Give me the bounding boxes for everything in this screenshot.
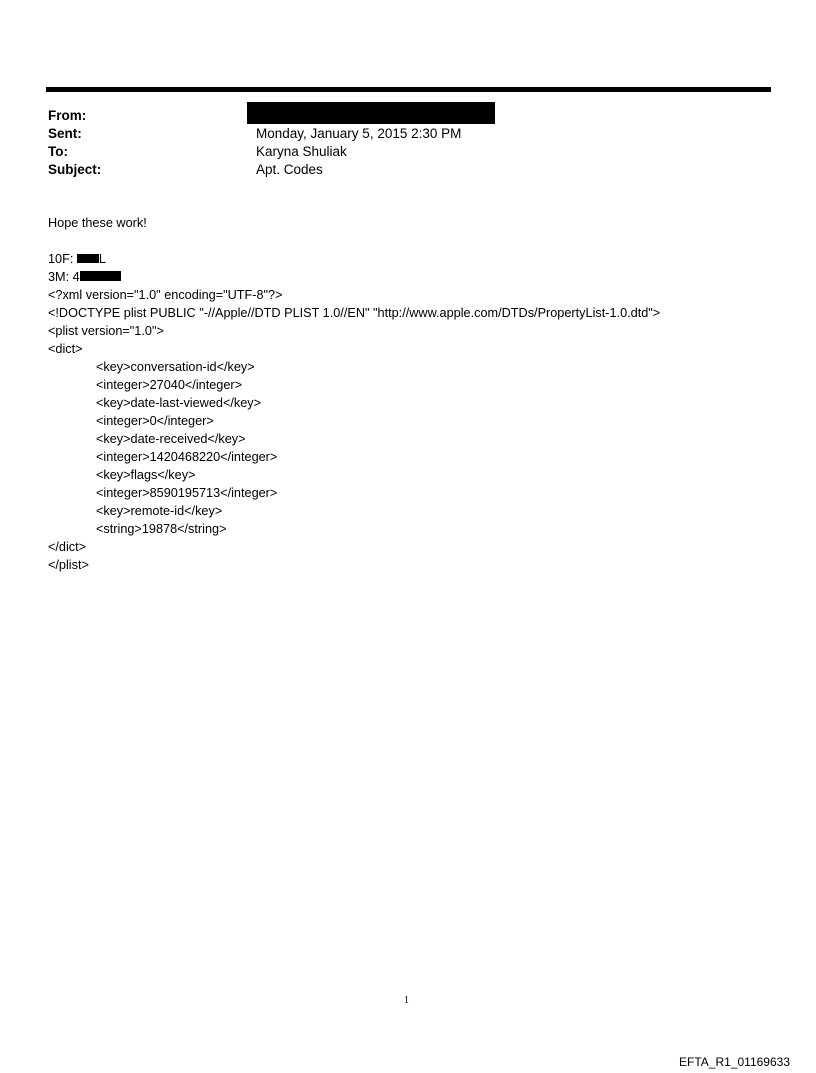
email-body (48, 214, 788, 574)
subject-label: Subject: (48, 162, 102, 177)
sent-row (48, 125, 768, 143)
page-number: 1 (404, 995, 409, 1006)
dict-line: <integer>8590195713</integer> (96, 486, 278, 500)
code-10f-line (48, 250, 788, 268)
greeting: Hope these work! (48, 216, 147, 230)
from-redaction (247, 102, 495, 124)
plist-open: <plist version="1.0"> (48, 324, 164, 338)
to-row (48, 143, 768, 161)
plist-close: </plist> (48, 558, 89, 572)
subject-value: Apt. Codes (256, 162, 323, 177)
subject-row (48, 161, 768, 179)
to-label: To: (48, 144, 68, 159)
dict-close: </dict> (48, 540, 87, 554)
dict-open: <dict> (48, 342, 83, 356)
sent-value: Monday, January 5, 2015 2:30 PM (256, 126, 462, 141)
xml-declaration: <?xml version="1.0" encoding="UTF-8"?> (48, 288, 283, 302)
code-10f-suffix: L (98, 252, 106, 266)
doctype-line: <!DOCTYPE plist PUBLIC "-//Apple//DTD PLIST 1.0//EN" "http://www.apple.com/DTDs/PropertyList-1.0.dtd"> (48, 306, 661, 320)
dict-line: <key>conversation-id</key> (96, 360, 255, 374)
from-label: From: (48, 108, 87, 123)
dict-line: <key>remote-id</key> (96, 504, 223, 518)
dict-line: <integer>1420468220</integer> (96, 450, 278, 464)
bates-number: EFTA_R1_01169633 (679, 1055, 790, 1069)
from-row (48, 107, 768, 125)
dict-line: <key>date-last-viewed</key> (96, 396, 262, 410)
header-divider (46, 87, 771, 92)
sent-label: Sent: (48, 126, 82, 141)
dict-line: <string>19878</string> (96, 522, 227, 536)
dict-line: <integer>0</integer> (96, 414, 214, 428)
code-3m-redaction (80, 271, 121, 281)
code-10f-label: 10F: (48, 252, 77, 266)
code-3m-line (48, 268, 788, 286)
dict-line: <key>date-received</key> (96, 432, 246, 446)
dict-line: <integer>27040</integer> (96, 378, 243, 392)
to-value: Karyna Shuliak (256, 144, 347, 159)
spacer (48, 232, 788, 250)
email-header (48, 107, 768, 179)
dict-line: <key>flags</key> (96, 468, 196, 482)
code-10f-redaction (77, 254, 99, 263)
code-3m-label: 3M: 4 (48, 270, 80, 284)
